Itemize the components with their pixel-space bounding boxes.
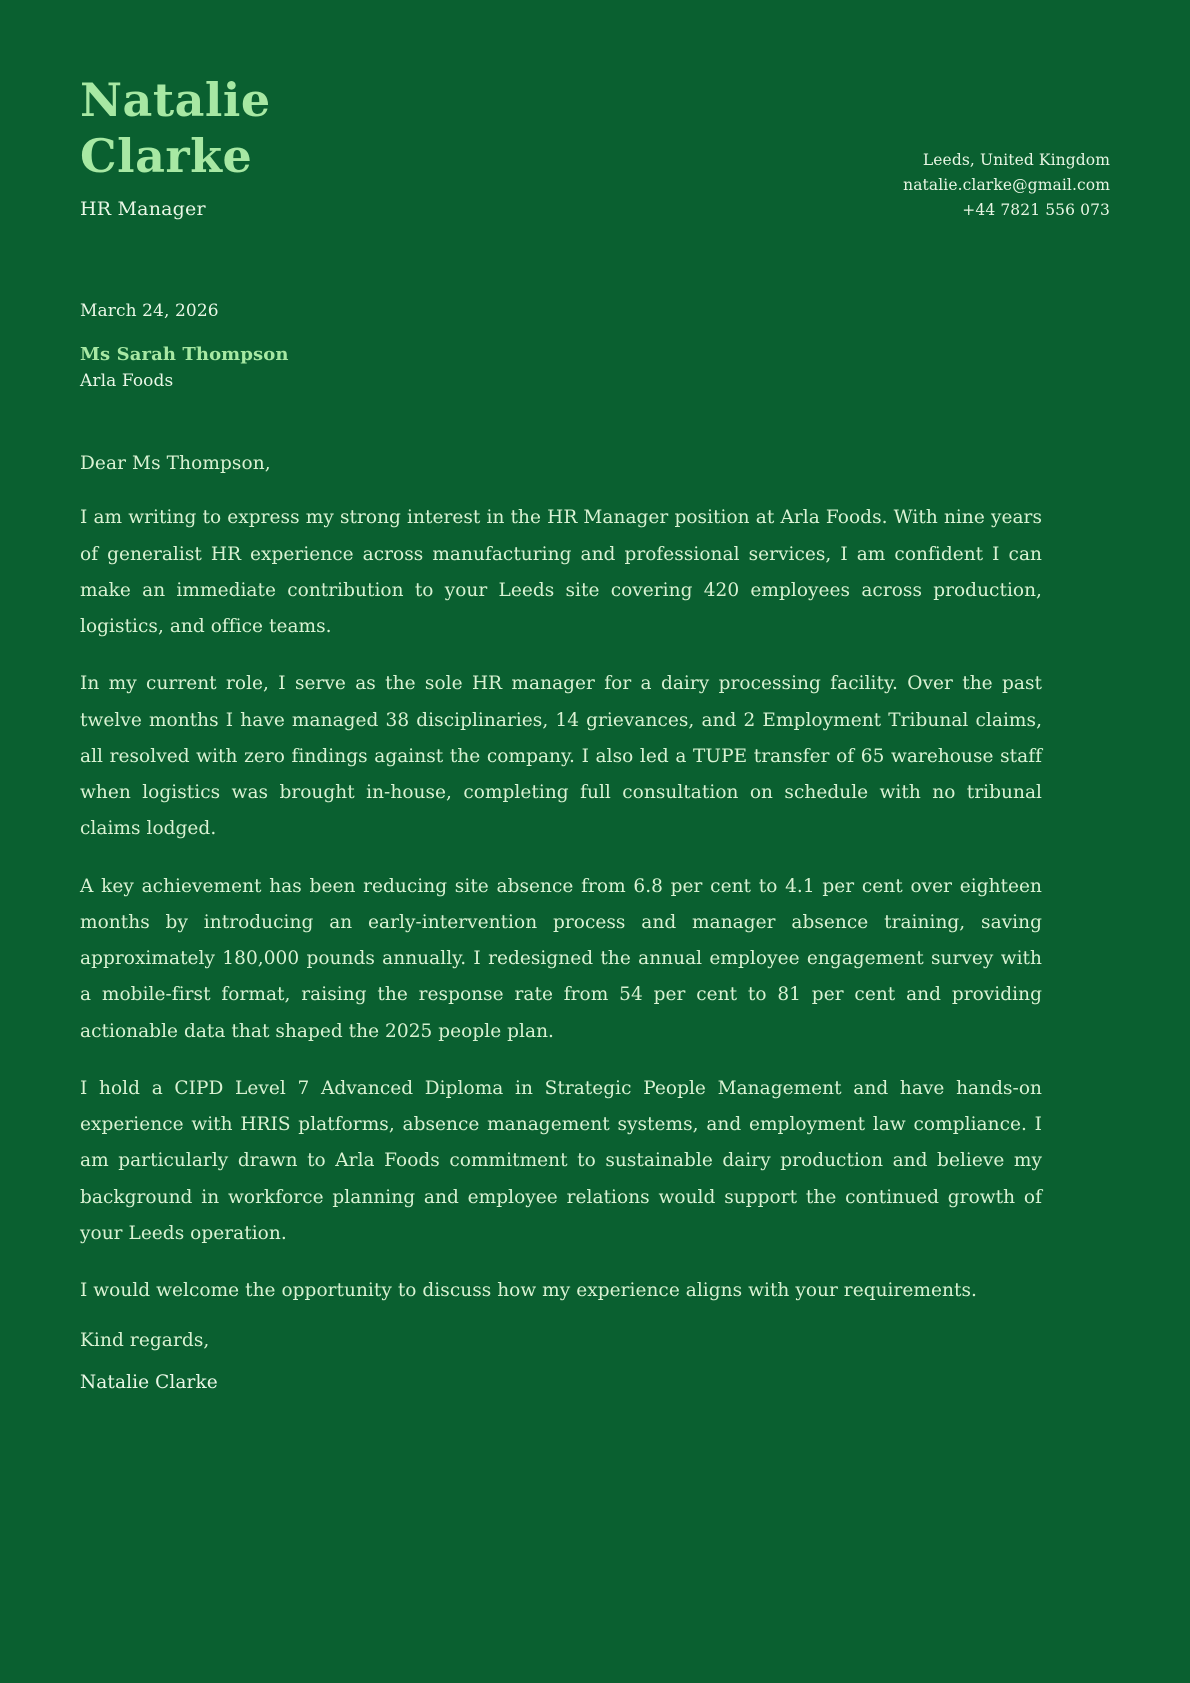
letter-header [80,72,1110,223]
letter-meta [80,301,1110,391]
last-name: Clarke [80,129,253,184]
recipient-company: Arla Foods [80,371,174,392]
signature-name: Natalie Clarke [80,1372,218,1394]
first-name: Natalie [80,73,271,127]
body-paragraph: In my current role, I serve as the sole HR manager for a dairy processing facility. Over the past twelve months I have managed 38 disciplinaries, 14 grievances, and 2 Employment Tribunal claims, all resolved with zero findings against the company. I also led a TUPE transfer of 65 warehouse staff when logistics was brought in-house, completing full consultation on schedule with no tribunal claims lodged. [80,673,1042,840]
letter-date: March 24, 2026 [80,301,219,322]
contact-email[interactable]: natalie.clarke@gmail.com [903,176,1110,195]
contact-block [903,72,1110,223]
body-paragraph: I am writing to express my strong interest in the HR Manager position at Arla Foods. With nine years of generalist HR experience across manufacturing and professional services, I am confident I can make an immediate contribution to your Leeds site covering 420 employees across production, logistics, and office teams. [80,507,1042,638]
letter-body [80,453,1042,1393]
closing-line: Kind regards, [80,1330,210,1352]
body-paragraph: I would welcome the opportunity to discuss how my experience aligns with your requirements. [80,1280,977,1302]
body-paragraph: A key achievement has been reducing site absence from 6.8 per cent to 4.1 per cent over eighteen months by introducing an early-intervention process and manager absence training, saving approximately 180,000 pounds annually. I redesigned the annual employee engagement survey with a mobile-first format, raising the response rate from 54 per cent to 81 per cent and providing actionable data that shaped the 2025 people plan. [80,875,1042,1042]
page-title [80,72,271,184]
contact-phone[interactable]: +44 7821 556 073 [962,201,1110,220]
body-paragraph: I hold a CIPD Level 7 Advanced Diploma in Strategic People Management and have hands-on experience with HRIS platforms, absence management systems, and employment law compliance. I am particularly drawn to Arla Foods commitment to sustainable dairy production and believe my background in workforce planning and employee relations would support the continued growth of your Leeds operation. [80,1077,1042,1244]
header-identity [80,72,271,220]
salutation: Dear Ms Thompson, [80,453,271,475]
contact-location: Leeds, United Kingdom [922,151,1110,169]
recipient-name: Ms Sarah Thompson [80,344,289,366]
job-title: HR Manager [80,198,206,221]
